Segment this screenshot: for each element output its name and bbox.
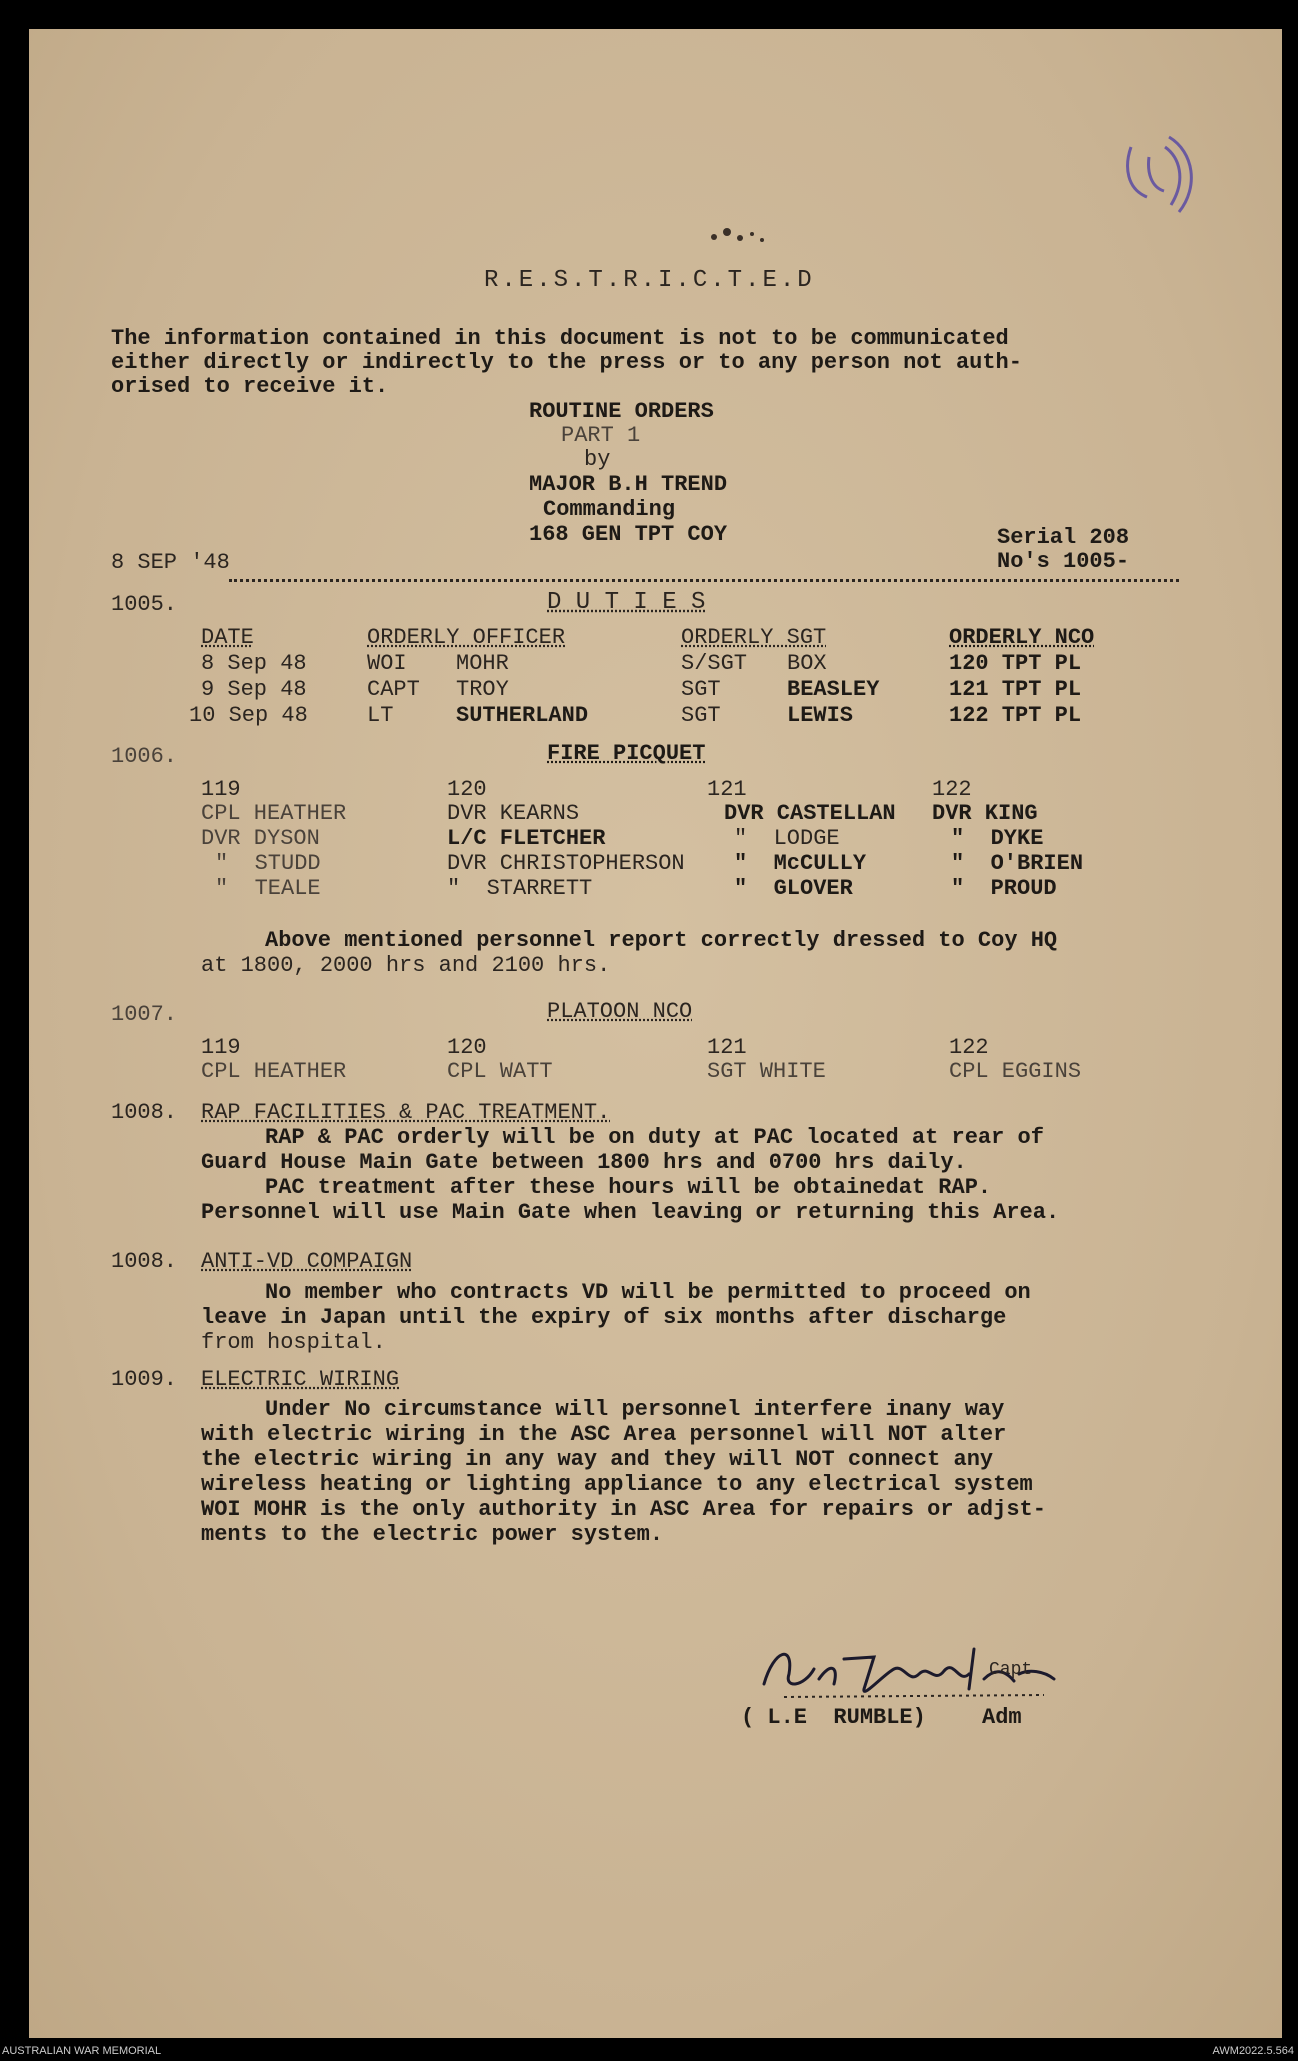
- platoon-nco-heading: PLATOON NCO: [547, 999, 693, 1024]
- duty-date: 8 Sep 48: [201, 651, 307, 676]
- footer-source: AUSTRALIAN WAR MEMORIAL: [2, 2045, 162, 2057]
- section-number-1008-vd: 1008.: [111, 1249, 178, 1274]
- anti-vd-heading: ANTI-VD COMPAIGN: [201, 1249, 413, 1274]
- title-commanding: Commanding: [543, 497, 676, 522]
- picquet-report-line-2: at 1800, 2000 hrs and 2100 hrs.: [201, 953, 611, 978]
- rap-line-2: Guard House Main Gate between 1800 hrs and 0700 hrs daily.: [201, 1150, 967, 1175]
- section-number-1006: 1006.: [111, 744, 178, 769]
- duties-col-nco: ORDERLY NCO: [949, 625, 1095, 650]
- platoon-nco-121: SGT WHITE: [707, 1059, 826, 1084]
- duty-officer: TROY: [456, 677, 509, 702]
- picquet-120-4: " STARRETT: [447, 876, 593, 901]
- duty-date: 10 Sep 48: [189, 703, 308, 728]
- picquet-119-1: CPL HEATHER: [201, 801, 347, 826]
- pencil-annotation: [1109, 117, 1219, 227]
- platoon-number: 119: [201, 1035, 241, 1060]
- anti-vd-line-1: No member who contracts VD will be permitted to proceed on: [265, 1280, 1031, 1305]
- platoon-number: 122: [949, 1035, 989, 1060]
- platoon-number: 121: [707, 1035, 747, 1060]
- duty-nco: 121 TPT PL: [949, 677, 1082, 702]
- duties-col-date: DATE: [201, 625, 254, 650]
- picquet-121-1: DVR CASTELLAN: [724, 801, 896, 826]
- duties-col-sgt: ORDERLY SGT: [681, 625, 827, 650]
- picquet-120-1: DVR KEARNS: [447, 801, 580, 826]
- title-by: by: [584, 447, 611, 472]
- signature-rank: Capt: [989, 1660, 1033, 1680]
- platoon-nco-122: CPL EGGINS: [949, 1059, 1082, 1084]
- header-divider: [229, 579, 1179, 582]
- notice-line-3: orised to receive it.: [111, 374, 389, 399]
- rap-line-4: Personnel will use Main Gate when leaving or returning this Area.: [201, 1200, 1060, 1225]
- anti-vd-line-2: leave in Japan until the expiry of six months after discharge: [201, 1305, 1007, 1330]
- duty-officer-rank: WOI: [367, 651, 407, 676]
- wiring-line-2: with electric wiring in the ASC Area personnel will NOT alter: [201, 1422, 1007, 1447]
- rap-line-1: RAP & PAC orderly will be on duty at PAC located at rear of: [265, 1125, 1044, 1150]
- picquet-122-1: DVR KING: [932, 801, 1038, 826]
- wiring-heading: ELECTRIC WIRING: [201, 1367, 400, 1392]
- title-routine-orders: ROUTINE ORDERS: [529, 399, 714, 424]
- rap-line-3: PAC treatment after these hours will be obtainedat RAP.: [265, 1175, 992, 1200]
- platoon-number: 121: [707, 777, 747, 802]
- picquet-report-line-1: Above mentioned personnel report correctly dressed to Coy HQ: [265, 928, 1058, 953]
- picquet-119-4: " TEALE: [215, 876, 321, 901]
- punch-mark: [702, 222, 772, 252]
- duty-sgt: BEASLEY: [787, 677, 880, 702]
- wiring-line-3: the electric wiring in any way and they will NOT connect any: [201, 1447, 994, 1472]
- section-number-1007: 1007.: [111, 1002, 178, 1027]
- platoon-nco-119: CPL HEATHER: [201, 1059, 347, 1084]
- footer-reference: AWM2022.5.564: [1212, 2045, 1294, 2057]
- section-number-1009: 1009.: [111, 1367, 178, 1392]
- rap-heading: RAP FACILITIES & PAC TREATMENT.: [201, 1100, 611, 1125]
- picquet-120-3: DVR CHRISTOPHERSON: [447, 851, 685, 876]
- serial-number: Serial 208: [997, 525, 1130, 550]
- duties-heading: D U T I E S: [547, 589, 706, 616]
- signature-role: Adm: [982, 1705, 1022, 1730]
- picquet-120-2: L/C FLETCHER: [447, 826, 606, 851]
- order-nos: No's 1005-: [997, 549, 1130, 574]
- platoon-nco-120: CPL WATT: [447, 1059, 553, 1084]
- notice-line-1: The information contained in this document is not to be communicated: [111, 326, 1009, 351]
- title-unit: 168 GEN TPT COY: [529, 522, 728, 547]
- picquet-122-3: " O'BRIEN: [951, 851, 1084, 876]
- duty-sgt-rank: SGT: [681, 677, 721, 702]
- platoon-number: 122: [932, 777, 972, 802]
- picquet-122-4: " PROUD: [951, 876, 1057, 901]
- picquet-121-4: " GLOVER: [734, 876, 853, 901]
- picquet-119-2: DVR DYSON: [201, 826, 320, 851]
- duty-officer: MOHR: [456, 651, 509, 676]
- picquet-121-2: " LODGE: [734, 826, 840, 851]
- platoon-number: 120: [447, 1035, 487, 1060]
- picquet-119-3: " STUDD: [215, 851, 321, 876]
- platoon-number: 120: [447, 777, 487, 802]
- duty-sgt-rank: S/SGT: [681, 651, 748, 676]
- picquet-122-2: " DYKE: [951, 826, 1044, 851]
- signature-name: ( L.E RUMBLE): [741, 1705, 926, 1730]
- wiring-line-1: Under No circumstance will personnel interfere inany way: [265, 1397, 1005, 1422]
- duties-col-officer: ORDERLY OFFICER: [367, 625, 566, 650]
- order-date: 8 SEP '48: [111, 550, 230, 575]
- wiring-line-4: wireless heating or lighting appliance to any electrical system: [201, 1472, 1033, 1497]
- fire-picquet-heading: FIRE PICQUET: [547, 741, 706, 766]
- duty-sgt: BOX: [787, 651, 827, 676]
- anti-vd-line-3: from hospital.: [201, 1330, 386, 1355]
- platoon-number: 119: [201, 777, 241, 802]
- document-page: [29, 29, 1282, 2038]
- duty-nco: 122 TPT PL: [949, 703, 1082, 728]
- title-part: PART 1: [561, 423, 641, 448]
- title-commander: MAJOR B.H TREND: [529, 472, 728, 497]
- wiring-line-5: WOI MOHR is the only authority in ASC Area for repairs or adjst-: [201, 1497, 1046, 1522]
- picquet-121-3: " McCULLY: [734, 851, 867, 876]
- section-number-1005: 1005.: [111, 592, 178, 617]
- classification: R.E.S.T.R.I.C.T.E.D: [484, 267, 815, 294]
- duty-date: 9 Sep 48: [201, 677, 307, 702]
- notice-line-2: either directly or indirectly to the press or to any person not auth-: [111, 350, 1022, 375]
- section-number-1008-rap: 1008.: [111, 1100, 178, 1125]
- duty-officer-rank: LT: [367, 703, 394, 728]
- wiring-line-6: ments to the electric power system.: [201, 1522, 664, 1547]
- duty-officer-rank: CAPT: [367, 677, 420, 702]
- duty-officer: SUTHERLAND: [456, 703, 589, 728]
- duty-sgt: LEWIS: [787, 703, 854, 728]
- duty-sgt-rank: SGT: [681, 703, 721, 728]
- duty-nco: 120 TPT PL: [949, 651, 1082, 676]
